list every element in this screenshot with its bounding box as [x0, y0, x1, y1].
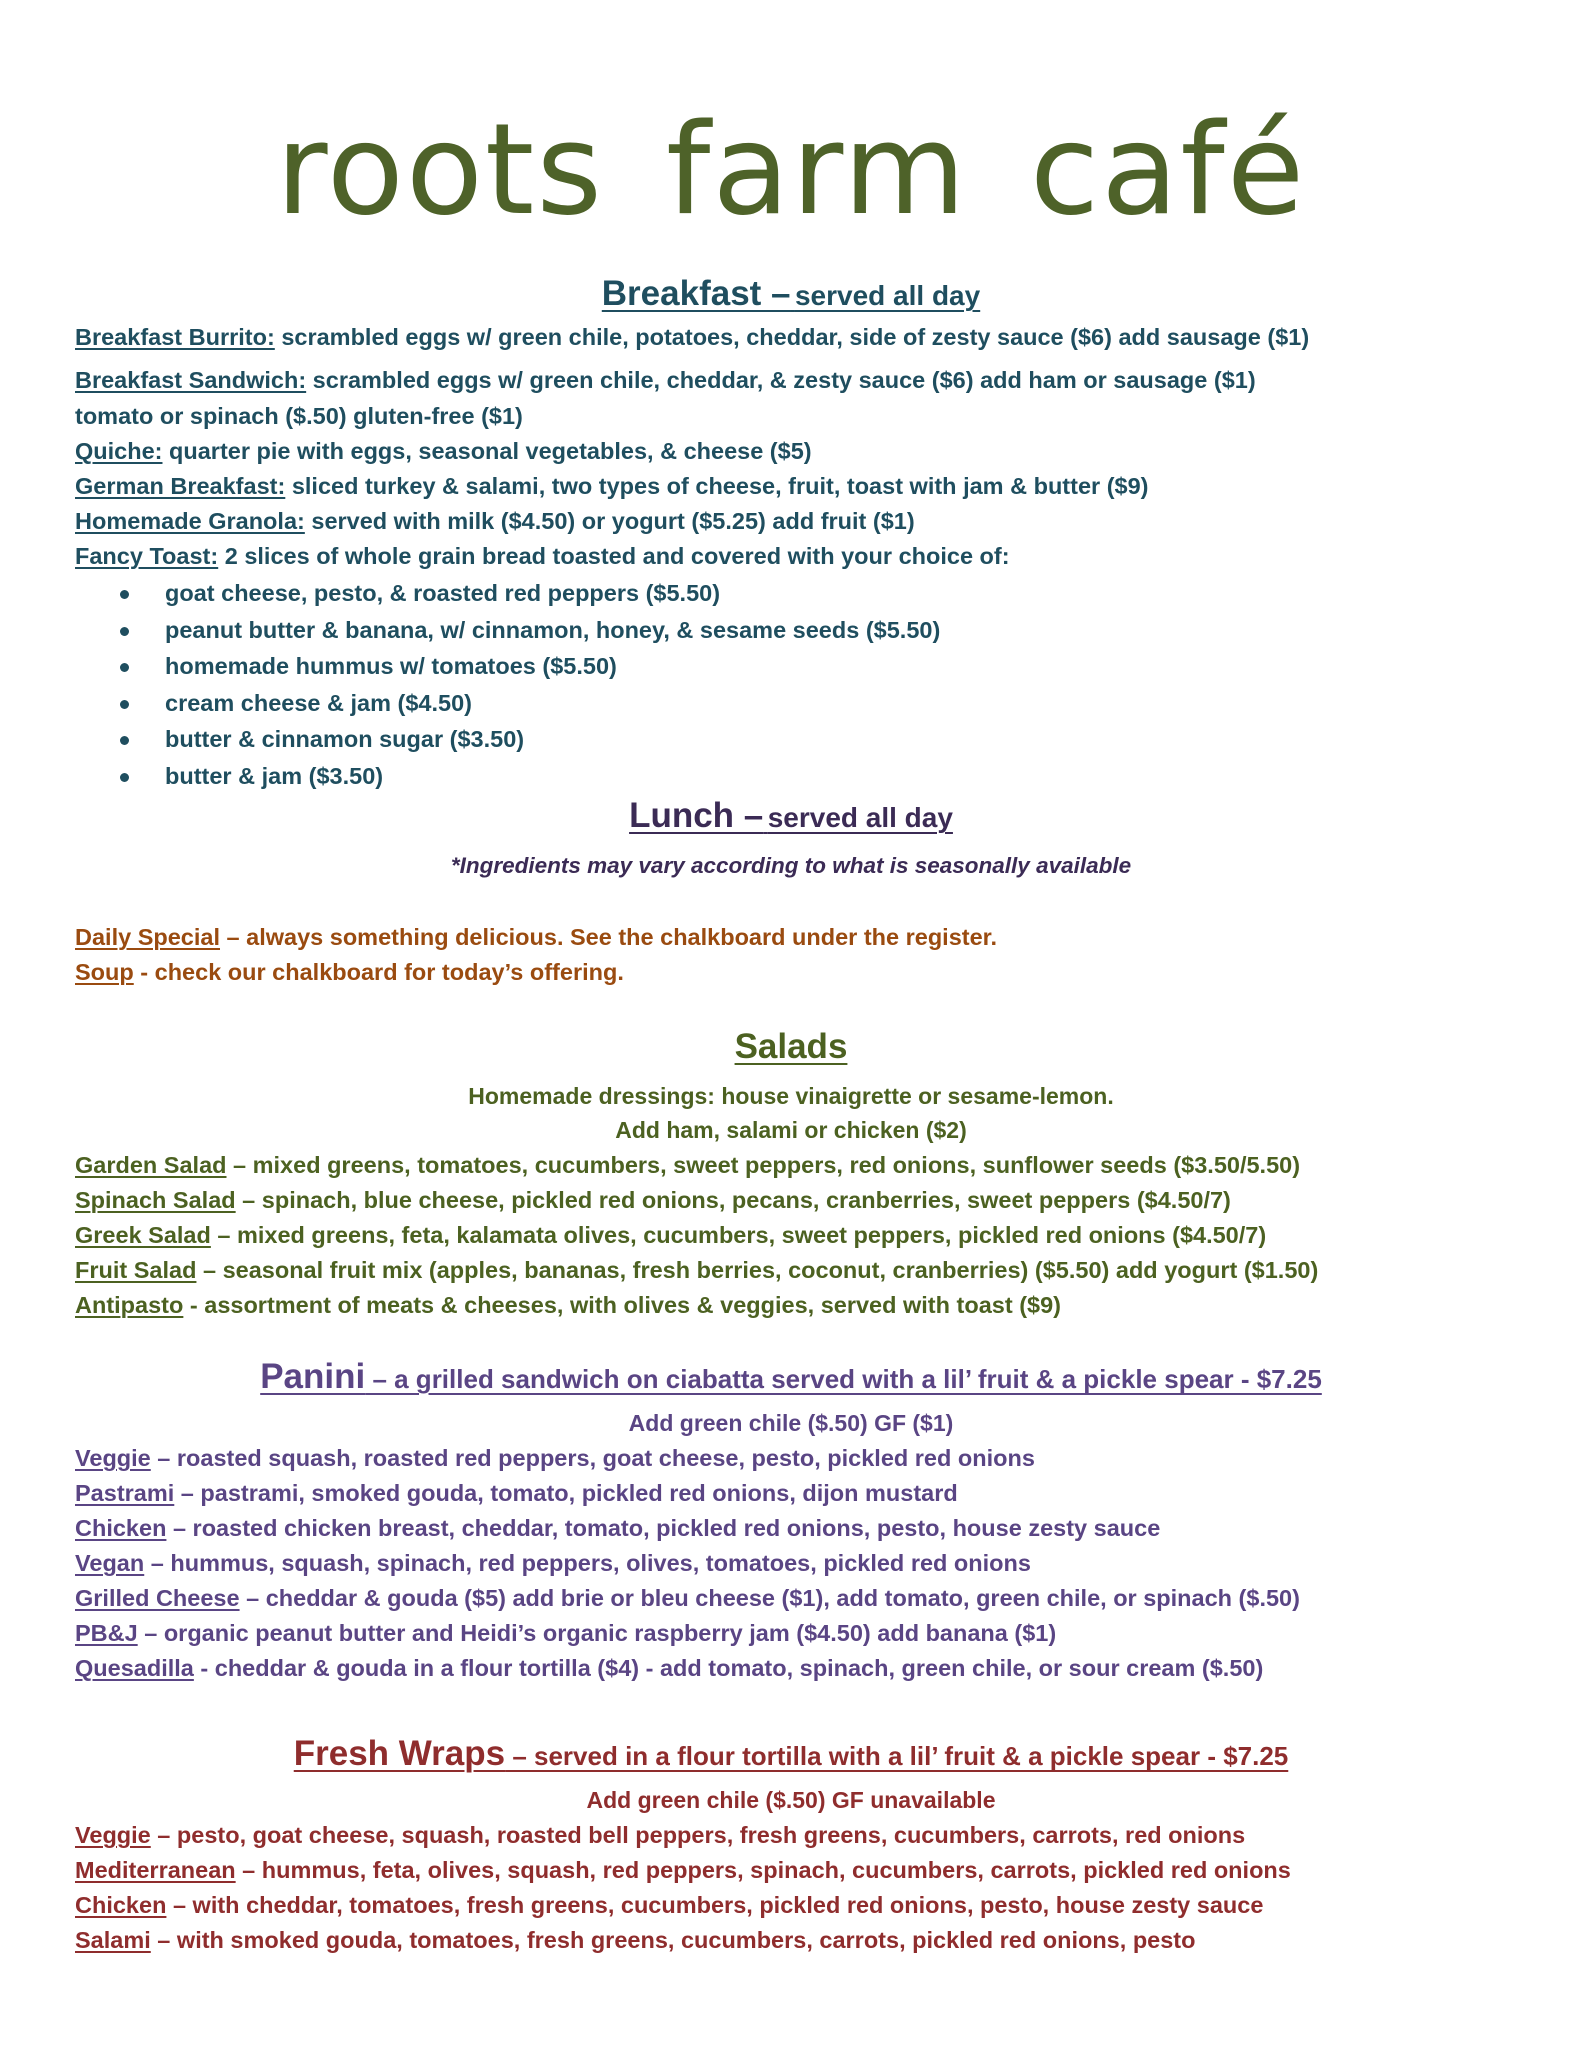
menu-item: [75, 1822, 1245, 1849]
item-desc: sliced turkey & salami, two types of cheese, fruit, toast with jam & butter ($9): [285, 473, 1149, 499]
menu-item: [75, 1655, 1263, 1682]
menu-item: [75, 1257, 1318, 1284]
item-desc: scrambled eggs w/ green chile, cheddar, & zesty sauce ($6) add ham or sausage ($1): [306, 367, 1256, 393]
wraps-subtitle: – served in a flour tortilla with a lil’ fruit & a pickle spear - $7.25: [505, 1741, 1289, 1771]
menu-item: [75, 1892, 1263, 1919]
item-name: Breakfast Sandwich:: [75, 367, 307, 393]
item-desc: – pastrami, smoked gouda, tomato, pickled red onions, dijon mustard: [174, 1480, 958, 1506]
logo-word: farm: [665, 96, 968, 243]
menu-item: [75, 1550, 1031, 1577]
panini-title: Panini: [260, 1357, 366, 1396]
wraps-heading: [0, 1734, 1582, 1774]
item-desc: – mixed greens, tomatoes, cucumbers, sweet peppers, red onions, sunflower seeds ($3.50/5.50): [226, 1152, 1301, 1178]
item-desc: – with cheddar, tomatoes, fresh greens, cucumbers, pickled red onions, pesto, house zesty sauce: [166, 1892, 1264, 1918]
item-name: Fruit Salad: [75, 1257, 197, 1283]
item-name: Daily Special: [75, 924, 220, 950]
salads-info: Add ham, salami or chicken ($2): [615, 1117, 967, 1143]
menu-item: [75, 959, 624, 986]
menu-item: [75, 438, 812, 465]
lunch-note: *Ingredients may vary according to what is seasonally available: [450, 853, 1132, 878]
panini-heading: [0, 1357, 1582, 1397]
item-desc: – hummus, squash, spinach, red peppers, olives, tomatoes, pickled red onions: [144, 1550, 1031, 1576]
menu-item: [75, 1620, 1056, 1647]
item-name: Garden Salad: [75, 1152, 227, 1178]
item-desc: tomato or spinach ($.50) gluten-free ($1): [75, 403, 523, 429]
bullet-icon: [120, 736, 129, 745]
wraps-title: Fresh Wraps: [293, 1734, 506, 1773]
menu-item: [75, 1445, 1035, 1472]
item-name: Salami: [75, 1927, 151, 1953]
item-desc: – spinach, blue cheese, pickled red onions, pecans, cranberries, sweet peppers ($4.50/7): [235, 1187, 1231, 1213]
item-desc: served with milk ($4.50) or yogurt ($5.25) add fruit ($1): [304, 508, 915, 534]
bullet-icon: [120, 773, 129, 782]
logo-word: roots: [275, 96, 604, 243]
item-desc: – with smoked gouda, tomatoes, fresh greens, cucumbers, carrots, pickled red onions, pesto: [150, 1927, 1196, 1953]
menu-item: [75, 403, 523, 430]
item-name: Veggie: [75, 1445, 151, 1471]
toast-option: cream cheese & jam ($4.50): [120, 690, 472, 717]
item-desc: - assortment of meats & cheeses, with olives & veggies, served with toast ($9): [183, 1292, 1061, 1318]
menu-item: [75, 473, 1149, 500]
toast-option: butter & jam ($3.50): [120, 763, 383, 790]
menu-item: [75, 1222, 1266, 1249]
breakfast-title: Breakfast –: [601, 274, 791, 313]
bullet-icon: [120, 663, 129, 672]
bullet-icon: [120, 627, 129, 636]
item-name: PB&J: [75, 1620, 138, 1646]
item-name: Breakfast Burrito:: [75, 324, 275, 350]
item-name: Fancy Toast:: [75, 543, 219, 569]
menu-item: [75, 1857, 1291, 1884]
item-name: Spinach Salad: [75, 1187, 236, 1213]
item-desc: – organic peanut butter and Heidi’s organic raspberry jam ($4.50) add banana ($1): [137, 1620, 1057, 1646]
menu-item: [75, 1292, 1061, 1319]
item-name: Soup: [75, 959, 134, 985]
item-desc: - check our chalkboard for today’s offering.: [133, 959, 624, 985]
toast-option: goat cheese, pesto, & roasted red peppers ($5.50): [120, 580, 720, 607]
menu-item: [75, 324, 1309, 351]
item-name: Chicken: [75, 1515, 167, 1541]
toast-option: peanut butter & banana, w/ cinnamon, honey, & sesame seeds ($5.50): [120, 617, 940, 644]
menu-item: [75, 1515, 1160, 1542]
menu-item: [75, 1585, 1300, 1612]
cafe-logo-title: [0, 96, 1582, 243]
item-desc: – mixed greens, feta, kalamata olives, cucumbers, sweet peppers, pickled red onions ($4.50/7): [210, 1222, 1267, 1248]
salads-info: Homemade dressings: house vinaigrette or sesame-lemon.: [468, 1083, 1114, 1109]
bullet-icon: [120, 700, 129, 709]
lunch-subtitle: served all day: [767, 802, 953, 833]
item-name: Antipasto: [75, 1292, 184, 1318]
item-name: German Breakfast:: [75, 473, 286, 499]
item-name: Quiche:: [75, 438, 163, 464]
lunch-title: Lunch –: [629, 796, 764, 835]
item-desc: – pesto, goat cheese, squash, roasted bell peppers, fresh greens, cucumbers, carrots, red onions: [150, 1822, 1246, 1848]
item-name: Vegan: [75, 1550, 145, 1576]
item-desc: quarter pie with eggs, seasonal vegetables, & cheese ($5): [162, 438, 812, 464]
wraps-info: Add green chile ($.50) GF unavailable: [586, 1787, 996, 1813]
item-desc: – always something delicious. See the chalkboard under the register.: [220, 924, 998, 950]
panini-subtitle: – a grilled sandwich on ciabatta served with a lil’ fruit & a pickle spear - $7.25: [365, 1364, 1322, 1394]
item-desc: – seasonal fruit mix (apples, bananas, fresh berries, coconut, cranberries) ($5.50) add yogurt ($1.50): [196, 1257, 1319, 1283]
item-name: Quesadilla: [75, 1655, 194, 1681]
menu-item: [75, 1152, 1300, 1179]
item-desc: 2 slices of whole grain bread toasted and covered with your choice of:: [218, 543, 1010, 569]
item-desc: - cheddar & gouda in a flour tortilla ($4) - add tomato, spinach, green chile, or sour cream ($.50): [193, 1655, 1264, 1681]
panini-info: Add green chile ($.50) GF ($1): [628, 1410, 954, 1436]
item-name: Chicken: [75, 1892, 167, 1918]
menu-item: [75, 1480, 958, 1507]
menu-item: [75, 367, 1256, 394]
item-name: Greek Salad: [75, 1222, 211, 1248]
item-desc: – hummus, feta, olives, squash, red peppers, spinach, cucumbers, carrots, pickled red onions: [235, 1857, 1291, 1883]
menu-item: [75, 543, 1010, 570]
menu-item: [75, 508, 915, 535]
item-desc: – roasted squash, roasted red peppers, goat cheese, pesto, pickled red onions: [150, 1445, 1035, 1471]
item-desc: scrambled eggs w/ green chile, potatoes, cheddar, side of zesty sauce ($6) add sausage ($1): [274, 324, 1310, 350]
bullet-icon: [120, 590, 129, 599]
item-desc: – cheddar & gouda ($5) add brie or bleu cheese ($1), add tomato, green chile, or spinach ($.50): [239, 1585, 1300, 1611]
item-name: Grilled Cheese: [75, 1585, 240, 1611]
breakfast-heading: [0, 274, 1582, 314]
toast-option: homemade hummus w/ tomatoes ($5.50): [120, 653, 617, 680]
item-name: Homemade Granola:: [75, 508, 305, 534]
menu-item: [75, 1927, 1196, 1954]
toast-option: butter & cinnamon sugar ($3.50): [120, 726, 524, 753]
item-desc: – roasted chicken breast, cheddar, tomato, pickled red onions, pesto, house zesty sauce: [166, 1515, 1161, 1541]
item-name: Pastrami: [75, 1480, 175, 1506]
logo-word: café: [1029, 96, 1307, 243]
item-name: Veggie: [75, 1822, 151, 1848]
breakfast-subtitle: served all day: [794, 280, 981, 311]
salads-heading: [0, 1027, 1582, 1067]
menu-item: [75, 1187, 1231, 1214]
menu-item: [75, 924, 997, 951]
lunch-heading: [0, 796, 1582, 836]
item-name: Mediterranean: [75, 1857, 236, 1883]
salads-title: Salads: [734, 1027, 848, 1066]
